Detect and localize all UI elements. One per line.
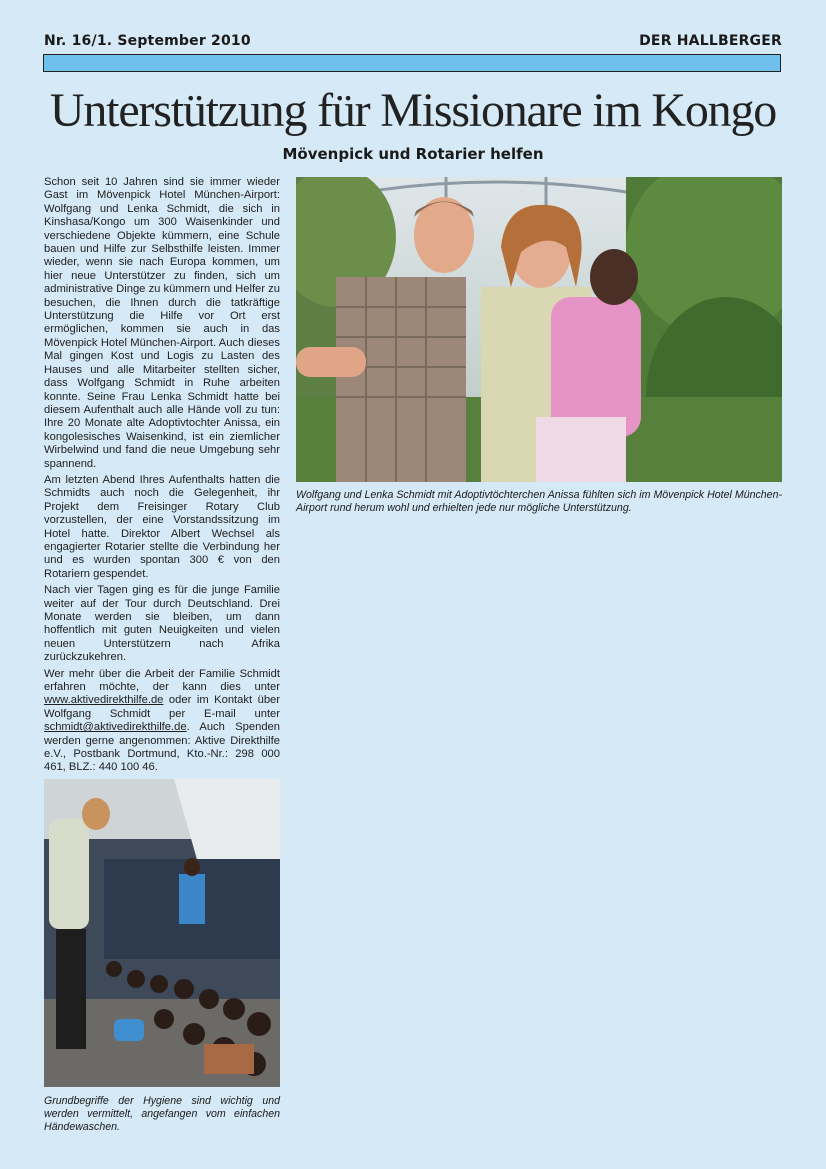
- classroom-photo: [44, 779, 280, 1087]
- contact-intro: Wer mehr über die Arbeit der Familie Schmidt erfahren möchte, der kann dies unter: [44, 667, 280, 694]
- article-body: [44, 176, 280, 778]
- article-subheadline: Mövenpick und Rotarier helfen: [282, 145, 544, 163]
- family-photo: [296, 177, 782, 482]
- website-link[interactable]: www.aktivedirekthilfe.de: [44, 694, 164, 707]
- issue-date: Nr. 16/1. September 2010: [44, 33, 251, 49]
- header-bar: [43, 54, 781, 72]
- publication-name: DER HALLBERGER: [639, 33, 782, 49]
- main-photo-caption: Wolfgang und Lenka Schmidt mit Adoptivtöchterchen Anissa fühlten sich im Mövenpick Hotel München-Airport rund herum wohl und erhielten jede nur mögliche Unterstützung.: [296, 489, 782, 514]
- article-headline: Unterstützung für Missionare im Kongo: [49, 84, 777, 137]
- paragraph: Schon seit 10 Jahren sind sie immer wieder Gast im Mövenpick Hotel München-Airport: Wolfgang und Lenka Schmidt, die sich in Kinshasa/Kongo um 300 Waisenkinder und verschiedene Objekte kümmern, eine Schule bauen und Hilfe zur Selbsthilfe leisten. Immer wieder, wenn sie nach Europa kommen, um hier neue Unterstützer zu finden, sich um administrative Dinge zu kümmern und Helfer zu besuchen, die Ihnen durch die tatkräftige Unterstützung die Hilfe vor Ort erst ermöglichen, kommen sie auch in das Mövenpick Hotel München-Airport. Auch dieses Mal gingen Kost und Logis zu Lasten des Hauses und alle Mitarbeiter stellten sicher, dass Wolfgang Schmidt in Ruhe arbeiten konnte. Seine Frau Lenka Schmidt hatte bei diesem Aufenthalt auch alle Hände voll zu tun: Ihre 20 Monate alte Adoptivtochter Anissa, ein kongolesisches Waisenkind, ist ein ziemlicher Wirbelwind und fand die neue Umgebung sehr spannend.: [44, 176, 280, 470]
- email-link[interactable]: schmidt@aktivedirekthilfe.de: [44, 721, 187, 734]
- paragraph: Nach vier Tagen ging es für die junge Familie weiter auf der Tour durch Deutschland. Drei Monate werden sie bleiben, um dann hoffentlich mit guten Neuigkeiten und vielen neuen Unterstützern nach Afrika zurückzukehren.: [44, 584, 280, 664]
- contact-middle: oder im Kontakt über Wolfgang Schmidt per E-mail unter: [44, 694, 281, 720]
- paragraph: Am letzten Abend Ihres Aufenthalts hatten die Schmidts auch noch die Gelegenheit, ihr Projekt dem Freisinger Rotary Club vorzustellen, der eine Vorstandssitzung im Hotel hatte. Direktor Albert Wechsel als engagierter Rotarier stellte die Verbindung her und es wurden spontan 300 € von den Rotariern gespendet.: [44, 473, 280, 580]
- contact-outro: . Auch Spenden werden gerne angenommen: Aktive Direkthilfe e.V., Postbank Dortmund, Kto.-Nr.: 298 000 461, BLZ.: 440 100 46.: [44, 721, 280, 774]
- small-photo-caption: Grundbegriffe der Hygiene sind wichtig und werden vermittelt, angefangen vom einfachen Händewaschen.: [44, 1095, 280, 1133]
- contact-paragraph: [44, 668, 280, 775]
